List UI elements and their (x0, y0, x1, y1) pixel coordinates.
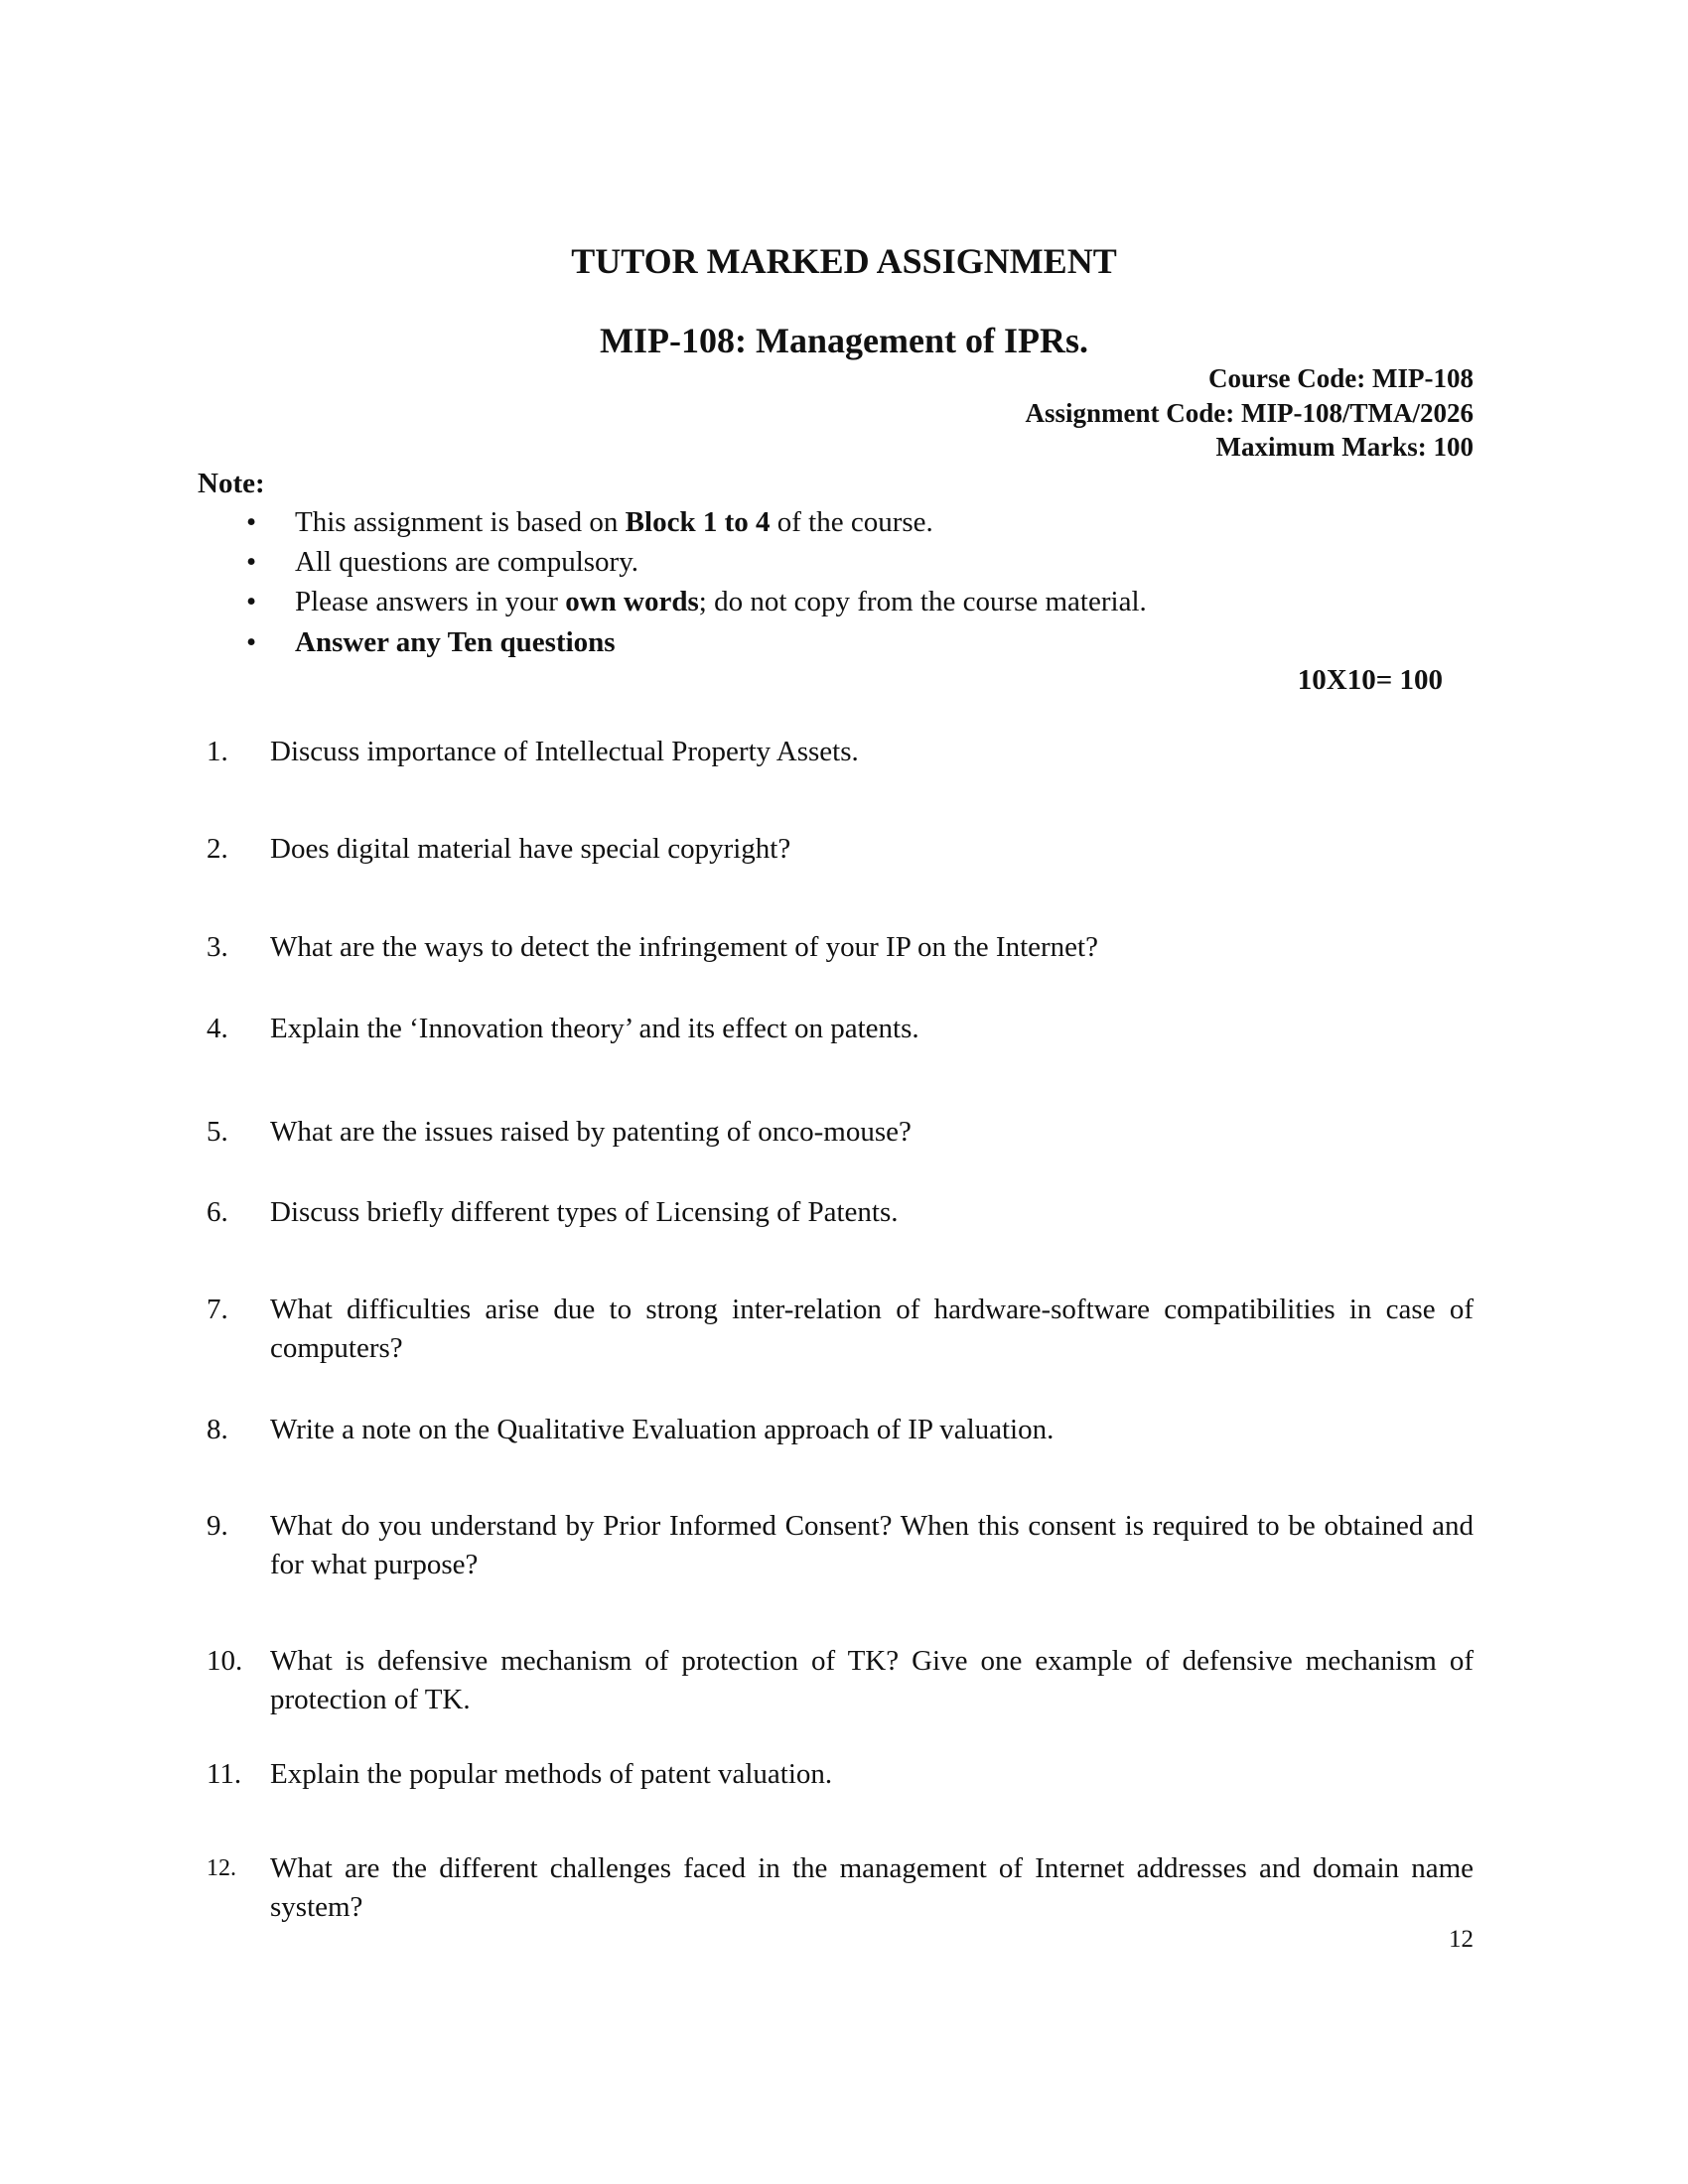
question-text: Explain the popular methods of patent valuation. (270, 1758, 833, 1790)
question-item (207, 733, 1474, 771)
question-text: What is defensive mechanism of protection of TK? Give one example of defensive mechanism of protection of TK. (270, 1645, 1474, 1715)
question-number: 2. (207, 833, 228, 865)
bullet-text: This assignment is based on Block 1 to 4 of the course. (295, 506, 933, 538)
question-number: 11. (207, 1758, 242, 1790)
bullet-text: All questions are compulsory. (295, 546, 639, 578)
question-text: Discuss importance of Intellectual Property Assets. (270, 736, 859, 767)
question-item (207, 928, 1474, 967)
question-item (207, 1010, 1474, 1048)
page-number: 12 (1449, 1926, 1474, 1953)
note-label: Note: (198, 468, 265, 499)
marks-formula: 10X10= 100 (1297, 664, 1443, 696)
question-text: Explain the ‘Innovation theory’ and its effect on patents. (270, 1013, 919, 1044)
question-text: What difficulties arise due to strong inter-relation of hardware-software compatibilities in case of computers? (270, 1294, 1474, 1364)
question-text: What are the ways to detect the infringement of your IP on the Internet? (270, 931, 1098, 963)
bullet-text: Please answers in your own words; do not copy from the course material. (295, 586, 1147, 617)
question-item (207, 830, 1474, 869)
question-number: 1. (207, 736, 228, 767)
question-number: 12. (207, 1855, 236, 1881)
question-item (207, 1849, 1474, 1927)
question-text: What do you understand by Prior Informed Consent? When this consent is required to be obtained and for what purpose? (270, 1510, 1474, 1580)
bullet-icon: • (246, 546, 257, 578)
question-item (207, 1193, 1474, 1232)
question-item (207, 1642, 1474, 1719)
question-item (207, 1291, 1474, 1368)
question-text: Discuss briefly different types of Licensing of Patents. (270, 1196, 899, 1228)
question-text: Does digital material have special copyright? (270, 833, 791, 865)
question-number: 9. (207, 1510, 228, 1542)
question-item (207, 1113, 1474, 1152)
question-item (207, 1755, 1474, 1794)
maximum-marks: Maximum Marks: 100 (1215, 432, 1474, 462)
assignment-code: Assignment Code: MIP-108/TMA/2026 (1025, 398, 1474, 428)
question-text: What are the issues raised by patenting of onco-mouse? (270, 1116, 912, 1148)
question-number: 3. (207, 931, 228, 963)
bullet-icon: • (246, 586, 257, 617)
question-number: 8. (207, 1414, 228, 1445)
question-number: 10. (207, 1645, 243, 1677)
question-number: 6. (207, 1196, 228, 1228)
question-item (207, 1411, 1474, 1449)
question-item (207, 1507, 1474, 1584)
question-number: 5. (207, 1116, 228, 1148)
question-text: What are the different challenges faced in the management of Internet addresses and domain name system? (270, 1852, 1474, 1923)
question-text: Write a note on the Qualitative Evaluation approach of IP valuation. (270, 1414, 1055, 1445)
bullet-icon: • (246, 506, 257, 538)
question-number: 7. (207, 1294, 228, 1325)
bullet-text: Answer any Ten questions (295, 626, 616, 658)
bullet-icon: • (246, 626, 257, 658)
question-number: 4. (207, 1013, 228, 1044)
course-code: Course Code: MIP-108 (1208, 363, 1474, 393)
course-subtitle: MIP-108: Management of IPRs. (600, 321, 1088, 360)
document-title: TUTOR MARKED ASSIGNMENT (571, 241, 1117, 281)
